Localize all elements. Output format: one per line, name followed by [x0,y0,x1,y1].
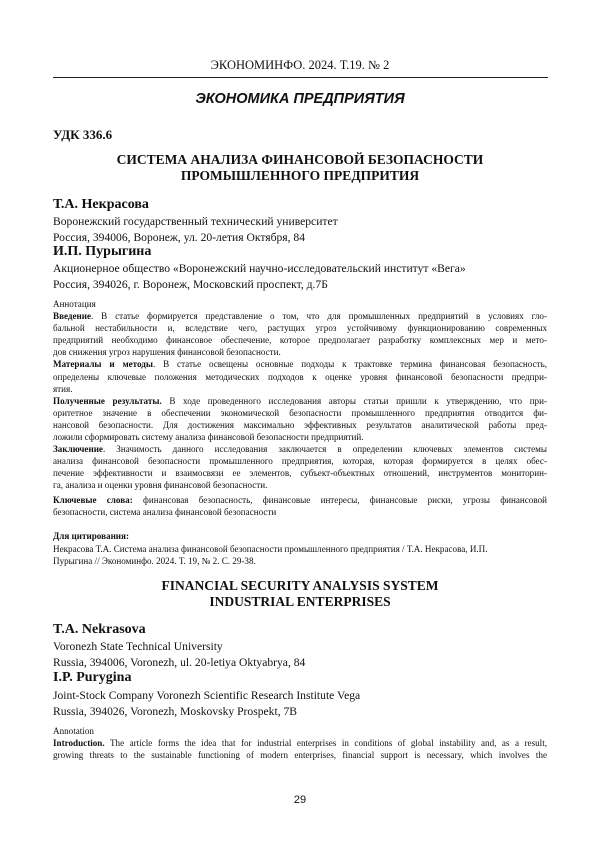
intro-text: бальной нестабильности и, вследствие чего, растущих угроз устойчивому функционированию современных [53,323,547,334]
results-text: В ходе проведенного исследования авторы статьи пришли к утверждению, что при- [161,395,548,406]
annotation-label: Annotation [53,726,94,736]
article-title-ru [0,152,600,184]
udk-code: УДК 336.6 [53,127,113,142]
title-en-line1: FINANCIAL SECURITY ANALYSIS SYSTEM [161,578,439,593]
affiliation-address: Россия, 394006, Воронеж, ул. 20-летия Октября, 84 [53,230,306,244]
author-affiliation [53,688,360,719]
keywords-text: финансовая безопасность, финансовые интересы, финансовые риски, угрозы финансовой [132,495,547,505]
intro-text: предприятий необходимо финансовое обеспечение, которое предполагает разработку комплексных мер и мето- [53,335,547,346]
results-text: нансовой безопасности. Для достижения максимально эффективных результатов аналитической работы пред- [53,419,547,430]
conclusion-text: анализа финансовой безопасности промышленного предприятия, которая, которая формируется в целях обес- [53,456,547,467]
intro-text: growing threats to the sustainable functioning of modern enterprises, financial support is necessary, which involves the [53,750,547,761]
author-name: Т.А. Некрасова [53,197,149,212]
citation-text [53,543,547,567]
author-name: I.P. Purygina [53,670,132,685]
methods-text: определены ключевые положения методических подходов к оценке уровня финансовой безопасности предпри- [53,371,547,382]
title-ru-line2: ПРОМЫШЛЕННОГО ПРЕДПРИТИЯ [180,168,420,183]
results-text: оритетное значение в обеспечении экономической безопасности промышленного предприятия отводится фи- [53,407,547,418]
abstract-ru [53,298,547,492]
page-number: 29 [293,794,307,806]
intro-text: The article forms the idea that for industrial enterprises in conditions of global instability and, as a result, [104,738,547,749]
conclusion-text: . Значимость данного исследования заключается в определении ключевых элементов системы [102,444,547,455]
author-name: T.A. Nekrasova [53,622,146,637]
article-title-en [0,578,600,610]
author-affiliation [53,214,338,245]
affiliation-org: Акционерное общество «Воронежский научно-исследовательский институт «Вега» [53,262,466,275]
affiliation-address: Russia, 394006, Voronezh, ul. 20-letiya Oktyabrya, 84 [53,655,306,669]
citation-label: Для цитирования: [53,531,130,541]
conclusion-text: печение эффективности и взаимосвязи ее элементов, субъект-объектных отношений, инструментов мониторин- [53,468,547,479]
annotation-label: Аннотация [53,299,96,309]
affiliation-org: Joint-Stock Company Voronezh Scientific Research Institute Vega [53,689,361,702]
intro-label: Введение [53,311,92,322]
methods-label: Материалы и методы [53,359,154,370]
running-header: ЭКОНОМИНФО. 2024. Т.19. № 2 [210,58,390,72]
conclusion-label: Заключение [53,444,103,455]
abstract-en [53,725,547,761]
keywords-label: Ключевые слова: [53,495,133,505]
conclusion-text: га, анализа и оценки уровня финансовой безопасности. [53,480,268,491]
methods-text: ятия. [53,383,73,394]
affiliation-org: Voronezh State Technical University [53,640,223,653]
keywords-text: безопасности, система анализа финансовой безопасности [53,507,277,518]
keywords-ru [53,494,547,518]
affiliation-org: Воронежский государственный технический университет [53,215,338,228]
affiliation-address: Россия, 394026, г. Воронеж, Московский проспект, д.7Б [53,277,328,291]
title-en-line2: INDUSTRIAL ENTERPRISES [209,594,391,609]
affiliation-address: Russia, 394026, Voronezh, Moskovsky Prospekt, 7B [53,704,298,718]
intro-text: . В статье формируется представление о том, что для промышленных предприятий в условиях гло- [91,311,547,322]
author-affiliation [53,261,466,292]
author-affiliation [53,639,305,670]
results-text: ложили сформировать систему анализа финансовой безопасности предприятий. [53,432,364,443]
author-name: И.П. Пурыгина [53,244,152,259]
intro-label: Introduction. [53,738,105,749]
citation-line: Некрасова Т.А. Система анализа финансовой безопасности промышленного предприятия / Т.А. Некрасова, И.П. [53,544,488,554]
results-label: Полученные результаты. [53,395,162,406]
intro-text: дов снижения угроз нарушения финансовой безопасности. [53,347,281,358]
citation-line: Пурыгина // Экономинфо. 2024. Т. 19, № 2. С. 29-38. [53,556,256,567]
title-ru-line1: СИСТЕМА АНАЛИЗА ФИНАНСОВОЙ БЕЗОПАСНОСТИ [116,152,484,167]
header-rule [53,77,548,78]
section-title: ЭКОНОМИКА ПРЕДПРИЯТИЯ [195,91,405,107]
methods-text: . В статье освещены основные подходы к трактовке термина финансовая безопасность, [153,359,547,370]
